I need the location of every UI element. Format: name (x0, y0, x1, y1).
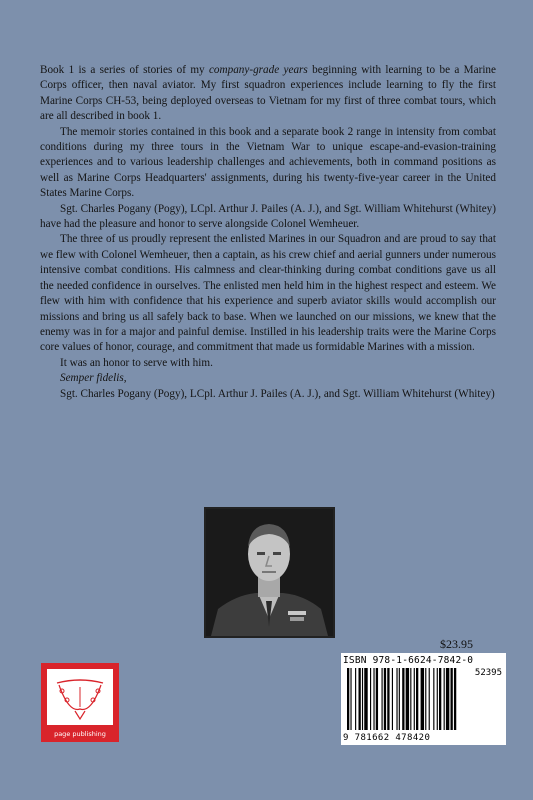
barcode-bar (446, 668, 449, 730)
barcode-bar (382, 668, 383, 730)
paragraph-4: The three of us proudly represent the enlisted Marines in our Squadron and are proud to say that we flew with Colonel Wemheuer, then a captain, as his crew chief and aerial gunners under numerous intensive combat conditions. His calmness and clear-thinking during combat conditions gave us all the needed confidence in ourselves. The enlisted men held him in the highest respect and esteem. We flew with him with confidence that his experience and superb aviator skills would accomplish our missions and bring us all safely back to base. When we launched on our missions, we knew that the enemy was in for a major and painful demise. Instilled in his leadership traits were the Marine Corps core values of honor, courage, and commitment that made us formidable Marines with a mission. (40, 233, 496, 354)
barcode-bar (410, 668, 411, 730)
isbn-text: ISBN 978-1-6624-7842-0 (343, 655, 474, 666)
barcode-bar (359, 668, 361, 730)
barcode-bar (384, 668, 386, 730)
publisher-name: page publishing (54, 730, 106, 738)
barcode-bar (406, 668, 409, 730)
barcode-bar (370, 668, 371, 730)
barcode-bar (416, 668, 418, 730)
isbn-barcode (341, 653, 506, 745)
barcode-bar (392, 668, 393, 730)
barcode-bar (347, 668, 349, 730)
barcode-bar (373, 668, 374, 730)
book-wreath-icon (47, 669, 113, 725)
barcode-bar (437, 668, 438, 730)
paragraph-1-end: beginning with learning to be a Marine Corps officer, then naval aviator. My first squadron experiences include learning to fly the first Marine Corps CH-53, being deployed overseas to Vietnam for my first of three combat tours, which are all described in book 1. (40, 64, 496, 123)
closing-text: Semper fidelis, (60, 372, 127, 385)
blurb-text (40, 63, 496, 402)
barcode-bar (414, 668, 415, 730)
barcode-bar (376, 668, 378, 730)
barcode-bar (433, 668, 434, 730)
barcode-bar (421, 668, 424, 730)
paragraph-3: Sgt. Charles Pogany (Pogy), LCpl. Arthur J. Pailes (A. J.), and Sgt. William Whitehurst (Whitey) have had the pleasure and honor to serve alongside Colonel Wemheuer. (40, 202, 496, 231)
barcode-bar (355, 668, 356, 730)
publisher-logo (41, 663, 119, 742)
barcode-bar (439, 668, 441, 730)
signers: Sgt. Charles Pogany (Pogy), LCpl. Arthur J. Pailes (A. J.), and Sgt. William Whitehurst (Whitey) (60, 387, 495, 400)
paragraph-1-start: Book 1 is a series of stories of my (40, 64, 209, 76)
ean-digits: 9 781662 478420 (343, 733, 431, 743)
paragraph-1-emphasis: company-grade years (208, 64, 308, 76)
barcode-bar (362, 668, 363, 730)
barcode-bar (387, 668, 389, 730)
barcode-bars (347, 668, 502, 730)
paragraph-2: The memoir stories contained in this book and a separate book 2 range in intensity from combat conditions during my three tours in the Vietnam War to unique escape-and-evasion-training experiences and to various leadership challenges and achievements, both in command positions as well as Marine Corps Headquarters' assignments, during his twenty-five-year career in the United States Marine Corps. (40, 125, 496, 200)
barcode-bar (444, 668, 445, 730)
barcode-bar (399, 668, 400, 730)
barcode-bar (454, 668, 456, 730)
logo-emblem (47, 669, 113, 725)
barcode-bar (425, 668, 426, 730)
paragraph-5: It was an honor to serve with him. (60, 356, 213, 369)
price-label: $23.95 (440, 637, 473, 651)
barcode-bar (396, 668, 397, 730)
barcode-bar (364, 668, 367, 730)
price-code: 52395 (474, 668, 502, 678)
paragraph-1 (40, 63, 496, 125)
barcode-bar (429, 668, 430, 730)
barcode-bar (451, 668, 453, 730)
barcode-bar (350, 668, 351, 730)
closing-line (40, 371, 496, 386)
portrait-image (206, 509, 333, 636)
barcode-bar (402, 668, 404, 730)
author-portrait (204, 507, 335, 638)
